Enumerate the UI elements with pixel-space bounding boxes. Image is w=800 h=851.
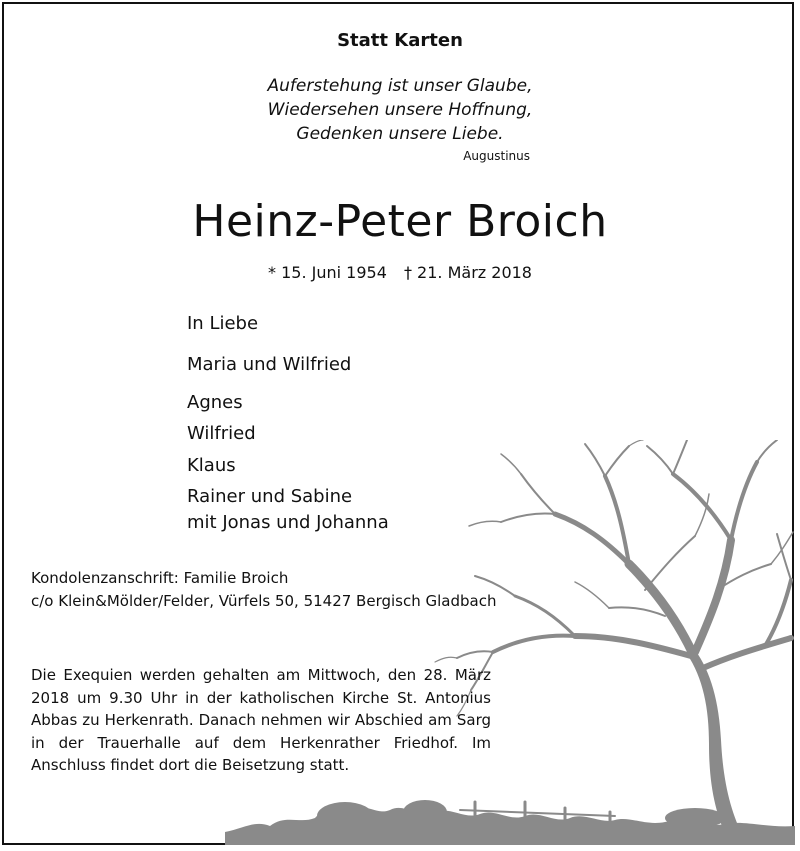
mourner-line: mit Jonas und Johanna <box>187 512 389 533</box>
motto-quote <box>200 74 600 146</box>
birth-date: * 15. Juni 1954 <box>268 263 387 282</box>
service-line: 2018 um 9.30 Uhr in der katholischen Kirche St. Antonius <box>31 688 491 707</box>
motto-line: Wiedersehen unsere Hoffnung, <box>267 100 533 120</box>
motto-line: Auferstehung ist unser Glaube, <box>267 76 533 96</box>
mourner-line: Maria und Wilfried <box>187 354 352 375</box>
service-line: in der Trauerhalle auf dem Herkenrather Friedhof. Im <box>31 733 491 752</box>
death-date: † 21. März 2018 <box>403 263 532 282</box>
service-line: Die Exequien werden gehalten am Mittwoch, den 28. März <box>31 666 491 684</box>
motto-line: Gedenken unsere Liebe. <box>296 124 504 144</box>
service-line: Anschluss findet dort die Beisetzung statt. <box>31 756 350 774</box>
mourner-line: Rainer und Sabine <box>187 486 353 507</box>
condolence-line: Kondolenzanschrift: Familie Broich <box>31 569 289 587</box>
motto-author: Augustinus <box>463 149 530 163</box>
funeral-service-text <box>31 664 491 777</box>
mourner-line: Agnes <box>187 392 243 413</box>
service-line: Abbas zu Herkenrath. Danach nehmen wir Abschied am Sarg <box>31 711 491 729</box>
condolence-address <box>31 567 496 613</box>
life-dates <box>0 263 800 282</box>
condolence-line: c/o Klein&Mölder/Felder, Vürfels 50, 51427 Bergisch Gladbach <box>31 592 497 610</box>
mourner-line: Klaus <box>187 455 236 476</box>
mourner-line: Wilfried <box>187 423 256 444</box>
notice-heading: Statt Karten <box>337 30 463 51</box>
deceased-name: Heinz-Peter Broich <box>192 196 608 247</box>
mourner-line: In Liebe <box>187 313 259 334</box>
